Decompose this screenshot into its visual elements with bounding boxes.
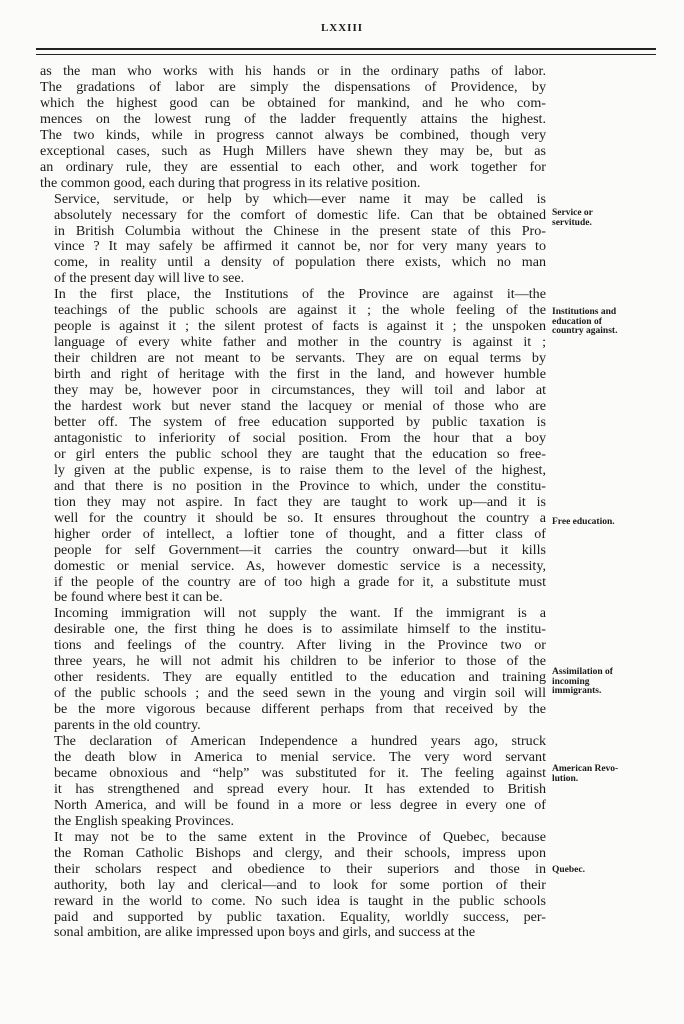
paragraph bbox=[40, 287, 546, 606]
text-line: authority, both lay and clerical—and to look for some portion of their bbox=[54, 876, 546, 893]
header-rule-thick bbox=[36, 48, 656, 50]
text-line: people is against it ; the silent protest of facts is against it ; the unspoken bbox=[54, 318, 546, 335]
text-line: an ordinary rule, they are essential to each other, and work together for bbox=[40, 158, 546, 175]
text-line: if the people of the country are of too high a grade for it, a substitute must bbox=[54, 573, 546, 590]
text-line: the English speaking Provinces. bbox=[54, 812, 235, 829]
text-line: well for the country it should be so. It ensures throughout the country a bbox=[54, 509, 546, 526]
margin-note bbox=[552, 668, 652, 697]
text-line: the hardest work but never stand the lacquey or menial of those who are bbox=[54, 398, 546, 415]
margin-note-line: Institutions and bbox=[552, 307, 617, 317]
text-line: be found where best it can be. bbox=[54, 589, 223, 606]
margin-note-line: Quebec. bbox=[552, 865, 585, 875]
text-line: their scholars respect and obedience to their superiors and those in bbox=[54, 860, 546, 877]
text-line: exceptional cases, such as Hugh Millers have shewn they may be, but as bbox=[40, 142, 546, 159]
text-line: or girl enters the public school they are taught that the education so free- bbox=[54, 445, 546, 462]
margin-note-line: Assimilation of bbox=[552, 667, 613, 677]
text-line: parents in the old country. bbox=[54, 717, 201, 734]
text-line: Service, servitude, or help by which—ever name it may be called is bbox=[54, 190, 546, 207]
text-line: in British Columbia without the Chinese in the present state of this Pro- bbox=[54, 222, 546, 239]
margin-note-line: education of bbox=[552, 316, 602, 327]
margin-note-line: country against. bbox=[552, 326, 618, 336]
text-line: as the man who works with his hands or in the ordinary paths of labor. bbox=[40, 63, 546, 79]
text-line: It may not be to the same extent in the Province of Quebec, because bbox=[54, 828, 546, 845]
paragraph bbox=[40, 192, 546, 288]
text-line: domestic or menial service. As, however domestic service is a necessity, bbox=[54, 557, 546, 574]
text-line: paid and supported by public taxation. Equality, worldly success, per- bbox=[54, 908, 546, 925]
text-line: desirable one, the first thing he does is to assimilate himself to the institu- bbox=[54, 621, 546, 638]
margin-note-line: immigrants. bbox=[552, 686, 602, 696]
text-line: became obnoxious and “help” was substituted for it. The feeling against bbox=[54, 764, 546, 781]
text-line: the Roman Catholic Bishops and clergy, and their schools, impress upon bbox=[54, 844, 546, 861]
text-line: come, in reality until a density of population there exists, which no man bbox=[54, 254, 546, 271]
text-line: they may be, however poor in circumstances, they will toil and labor at bbox=[54, 382, 546, 399]
text-line: reward in the world to come. No such idea is taught in the public schools bbox=[54, 892, 546, 909]
text-line: sonal ambition, are alike impressed upon boys and girls, and success at the bbox=[54, 924, 476, 941]
margin-note bbox=[552, 765, 652, 784]
paragraph bbox=[40, 64, 546, 192]
text-line: The declaration of American Independence a hundred years ago, struck bbox=[54, 733, 546, 750]
margin-note bbox=[552, 518, 652, 528]
margin-note-line: incoming bbox=[552, 676, 590, 687]
text-line: teachings of the public schools are against it ; the whole feeling of the bbox=[54, 302, 546, 319]
paragraph bbox=[40, 830, 546, 942]
paragraph bbox=[40, 734, 546, 830]
text-line: of the public schools ; and the seed sewn in the young and virgin soil will bbox=[54, 685, 546, 702]
text-line: which the highest good can be obtained for mankind, and he who com- bbox=[40, 94, 546, 111]
text-line: language of every white father and mother in the country is against it ; bbox=[54, 334, 546, 351]
text-line: the common good, each during that progress in its relative position. bbox=[40, 174, 421, 191]
margin-note bbox=[552, 866, 652, 876]
text-line: tion they may not aspire. In fact they are taught to work up—and it is bbox=[54, 493, 546, 510]
margin-note-line: Service or bbox=[552, 208, 593, 218]
text-line: of the present day will live to see. bbox=[54, 270, 245, 287]
paragraph bbox=[40, 606, 546, 734]
text-line: mences on the lowest rung of the ladder frequently attains the highest. bbox=[40, 110, 546, 127]
text-line: better off. The system of free education supported by public taxation is bbox=[54, 413, 546, 430]
text-line: be the more vigorous because different perhaps from that received by the bbox=[54, 701, 546, 718]
text-line: it has strengthened and spread every hour. It has extended to British bbox=[54, 780, 546, 797]
text-line: antagonistic to inferiority of social position. From the hour that a boy bbox=[54, 429, 546, 446]
text-line: vince ? It may safely be affirmed it cannot be, nor for very many years to bbox=[54, 238, 546, 255]
margin-note-line: Free education. bbox=[552, 517, 615, 527]
text-line: three years, he will not admit his children to be inferior to those of the bbox=[54, 653, 546, 670]
text-line: Incoming immigration will not supply the want. If the immigrant is a bbox=[54, 605, 546, 622]
margin-note-line: lution. bbox=[552, 773, 579, 784]
text-line: North America, and will be found in a more or less degree in every one of bbox=[54, 796, 546, 813]
text-line: people for self Government—it carries the country onward—but it kills bbox=[54, 541, 546, 558]
text-line: birth and right of heritage with the first in the land, and however humble bbox=[54, 366, 546, 383]
text-line: In the first place, the Institutions of the Province are against it—the bbox=[54, 286, 546, 303]
text-line: and that there is no position in the Province to which, under the constitu- bbox=[54, 477, 546, 494]
text-line: The gradations of labor are simply the dispensations of Providence, by bbox=[40, 78, 546, 95]
page-number: LXXIII bbox=[320, 22, 364, 34]
header-rule-thin bbox=[36, 54, 656, 55]
text-line: other residents. They are equally entitled to the education and training bbox=[54, 669, 546, 686]
text-line: tions and feelings of the country. After living in the Province two or bbox=[54, 637, 546, 654]
margin-note bbox=[552, 209, 652, 228]
text-line: absolutely necessary for the comfort of domestic life. Can that be obtained bbox=[54, 206, 546, 223]
text-line: their children are not meant to be servants. They are on equal terms by bbox=[54, 350, 546, 367]
text-line: the death blow in America to menial service. The very word servant bbox=[54, 748, 546, 765]
body-text bbox=[40, 64, 546, 941]
margin-note bbox=[552, 308, 652, 337]
text-line: The two kinds, while in progress cannot always be combined, though very bbox=[40, 126, 546, 143]
margin-note-line: American Revo- bbox=[552, 764, 619, 774]
margin-note-line: servitude. bbox=[552, 217, 592, 228]
text-line: higher order of intellect, a loftier tone of thought, and a fitter class of bbox=[54, 525, 546, 542]
text-line: ly given at the public expense, is to raise them to the level of the highest, bbox=[54, 461, 546, 478]
